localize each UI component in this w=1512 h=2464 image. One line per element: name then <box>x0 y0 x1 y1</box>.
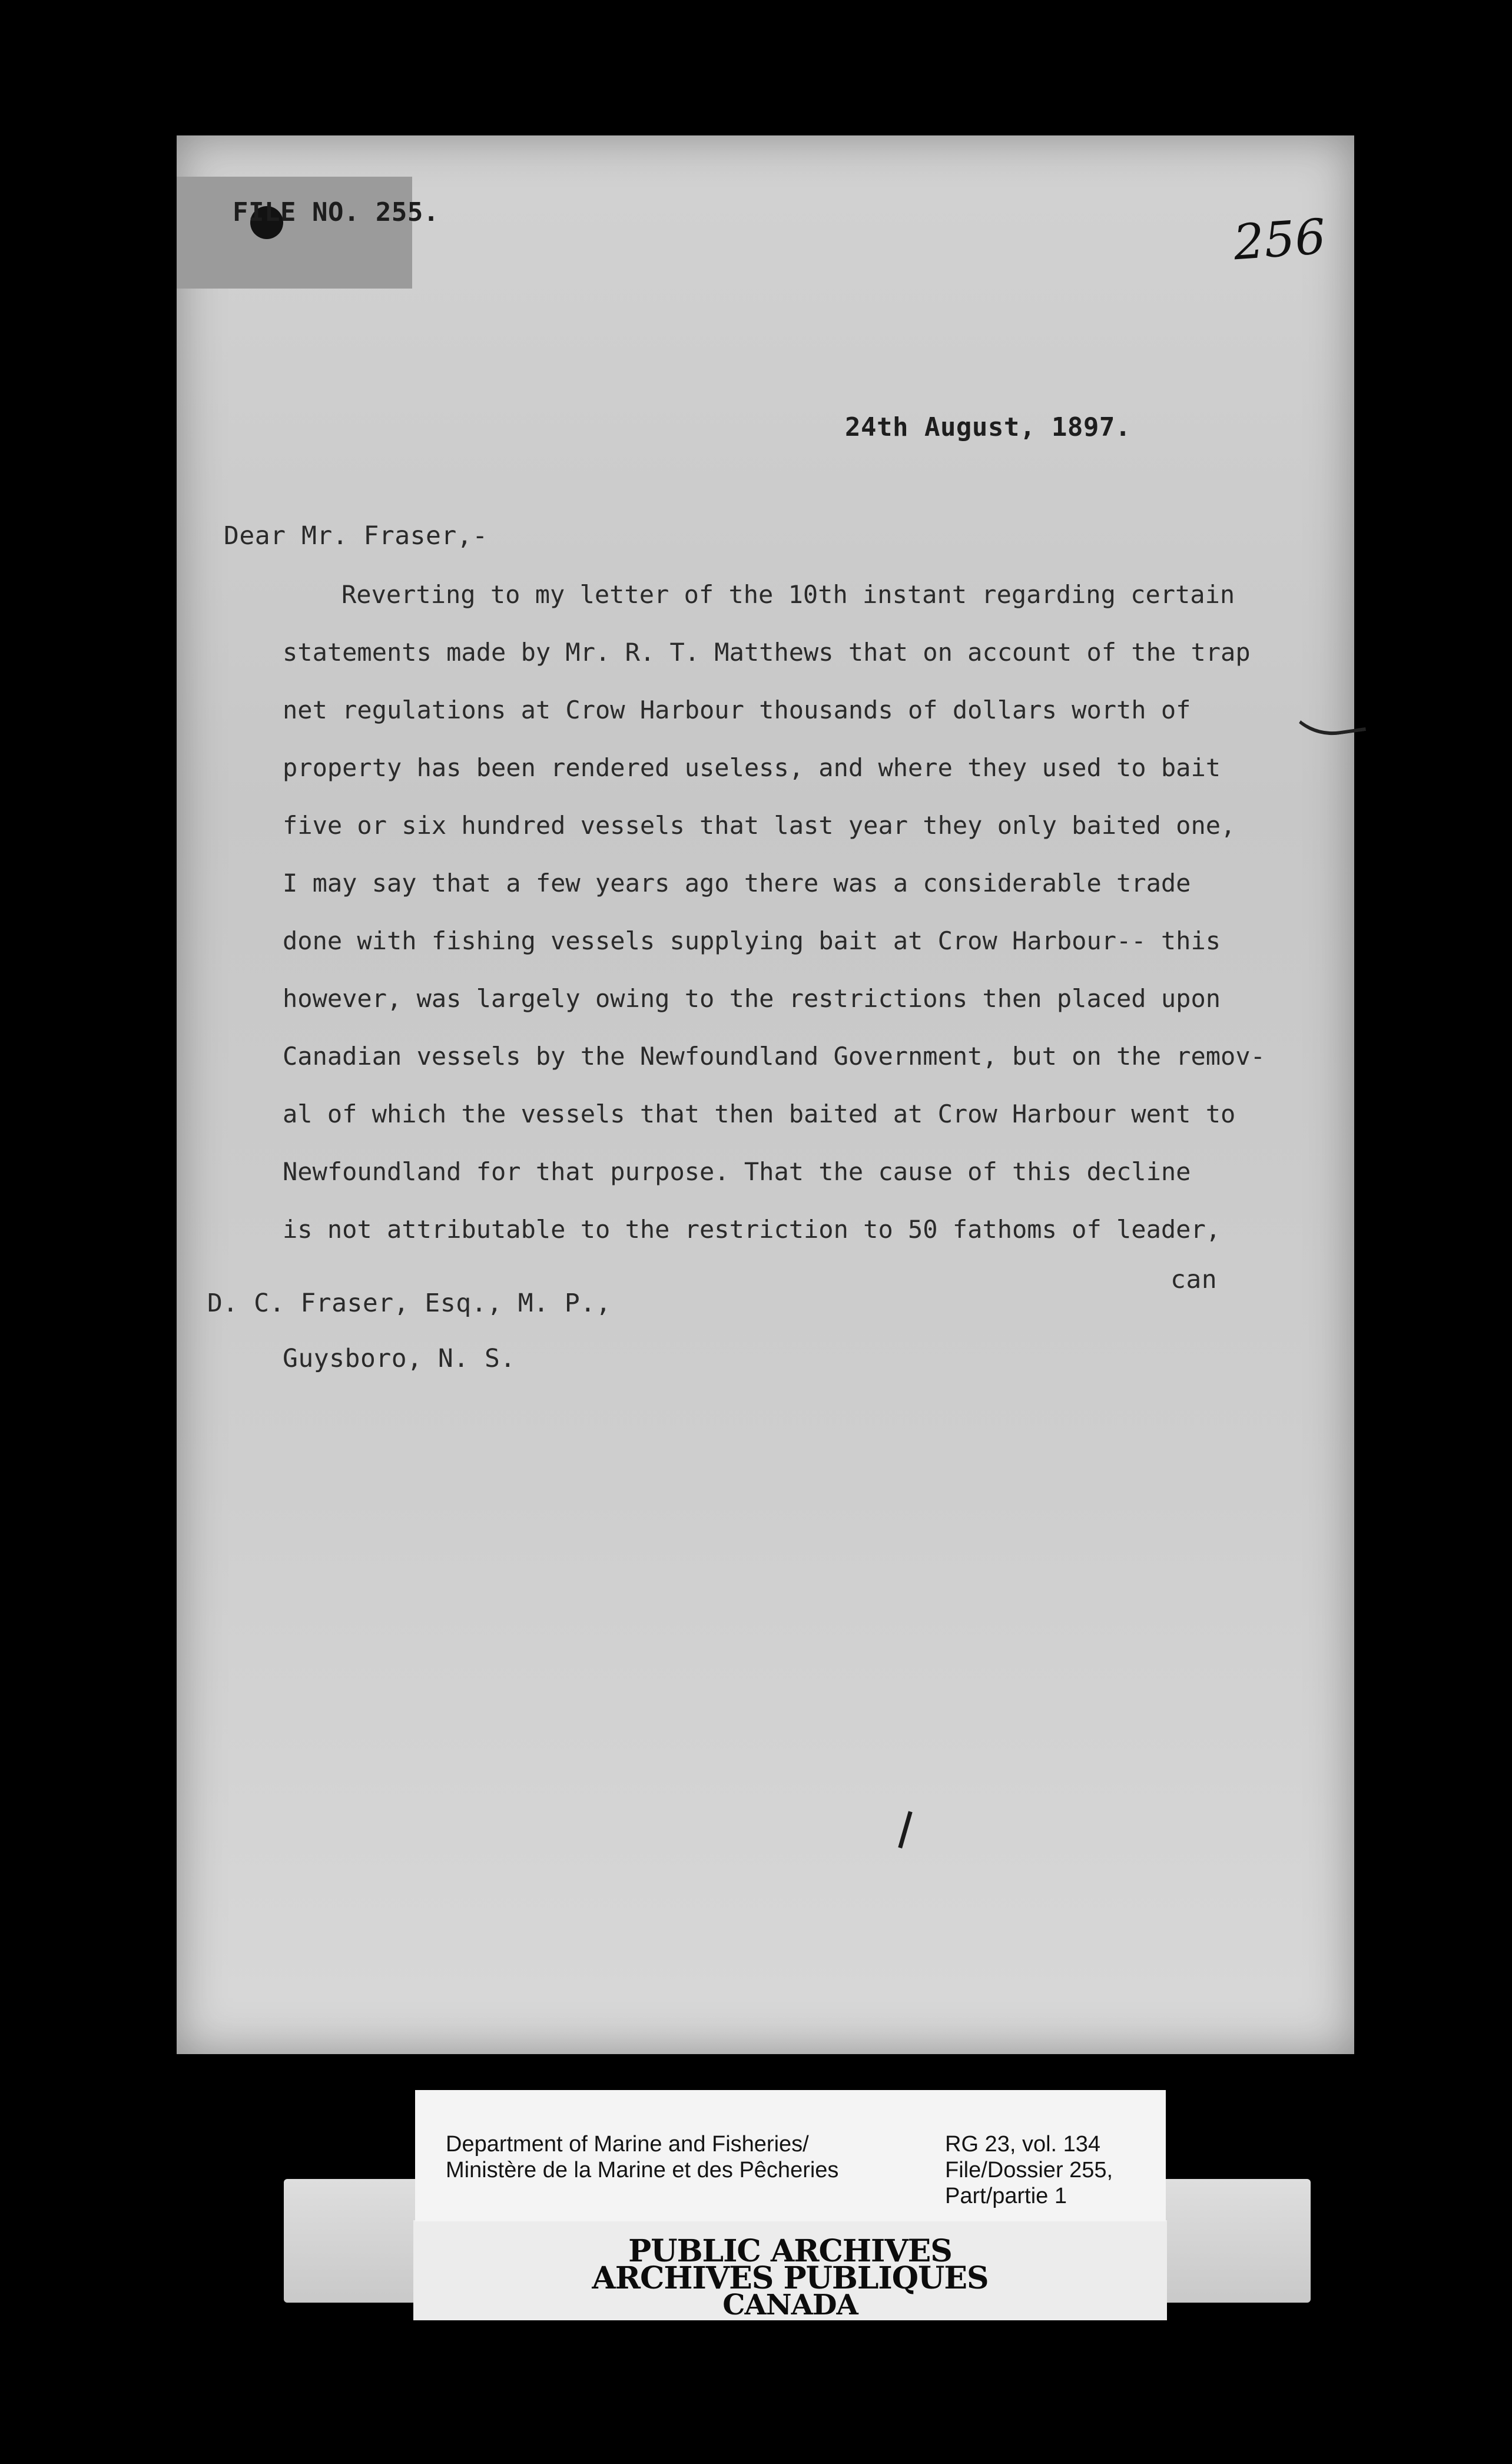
body-line: net regulations at Crow Harbour thousands of dollars worth of <box>283 696 1191 724</box>
file-number: FILE NO. 255. <box>233 197 439 227</box>
recipient-location: Guysboro, N. S. <box>283 1344 516 1373</box>
body-line: five or six hundred vessels that last year they only baited one, <box>283 811 1236 840</box>
archive-stamp <box>413 2220 1167 2320</box>
archive-stamp-line-3: CANADA <box>722 2289 858 2321</box>
salutation: Dear Mr. Fraser,- <box>224 521 488 551</box>
reference-file: File/Dossier 255, <box>945 2158 1113 2183</box>
body-line: done with fishing vessels supplying bait at Crow Harbour-- this <box>283 926 1221 955</box>
letter-date: 24th August, 1897. <box>845 412 1131 442</box>
letter-page <box>177 135 1354 2054</box>
archive-stamp-line-1: PUBLIC ARCHIVES <box>628 2233 952 2269</box>
archive-label-card <box>415 2090 1166 2221</box>
department-name-en: Department of Marine and Fisheries/ <box>446 2132 809 2157</box>
body-line: is not attributable to the restriction to 50 fathoms of leader, <box>283 1215 1221 1244</box>
archive-stamp-line-2: ARCHIVES PUBLIQUES <box>592 2260 989 2296</box>
body-line: Newfoundland for that purpose. That the cause of this decline <box>283 1157 1191 1186</box>
body-line: I may say that a few years ago there was a considerable trade <box>283 869 1191 897</box>
reference-part: Part/partie 1 <box>945 2184 1067 2208</box>
body-line: however, was largely owing to the restrictions then placed upon <box>283 984 1221 1013</box>
body-line: Canadian vessels by the Newfoundland Government, but on the remov- <box>283 1042 1265 1071</box>
continuation-word: can <box>1171 1265 1218 1294</box>
stray-pen-mark <box>898 1811 912 1848</box>
department-name-fr: Ministère de la Marine et des Pêcheries <box>446 2158 839 2183</box>
body-line: property has been rendered useless, and where they used to bait <box>283 753 1221 782</box>
reference-volume: RG 23, vol. 134 <box>945 2132 1101 2157</box>
handwritten-page-number: 256 <box>1231 208 1328 271</box>
body-line: al of which the vessels that then baited at Crow Harbour went to <box>283 1099 1236 1128</box>
body-line: Reverting to my letter of the 10th instant regarding certain <box>341 580 1235 609</box>
file-stamp-area <box>177 177 412 289</box>
margin-pen-mark <box>1277 657 1366 742</box>
body-line: statements made by Mr. R. T. Matthews that on account of the trap <box>283 638 1251 667</box>
recipient-name: D. C. Fraser, Esq., M. P., <box>207 1289 612 1318</box>
